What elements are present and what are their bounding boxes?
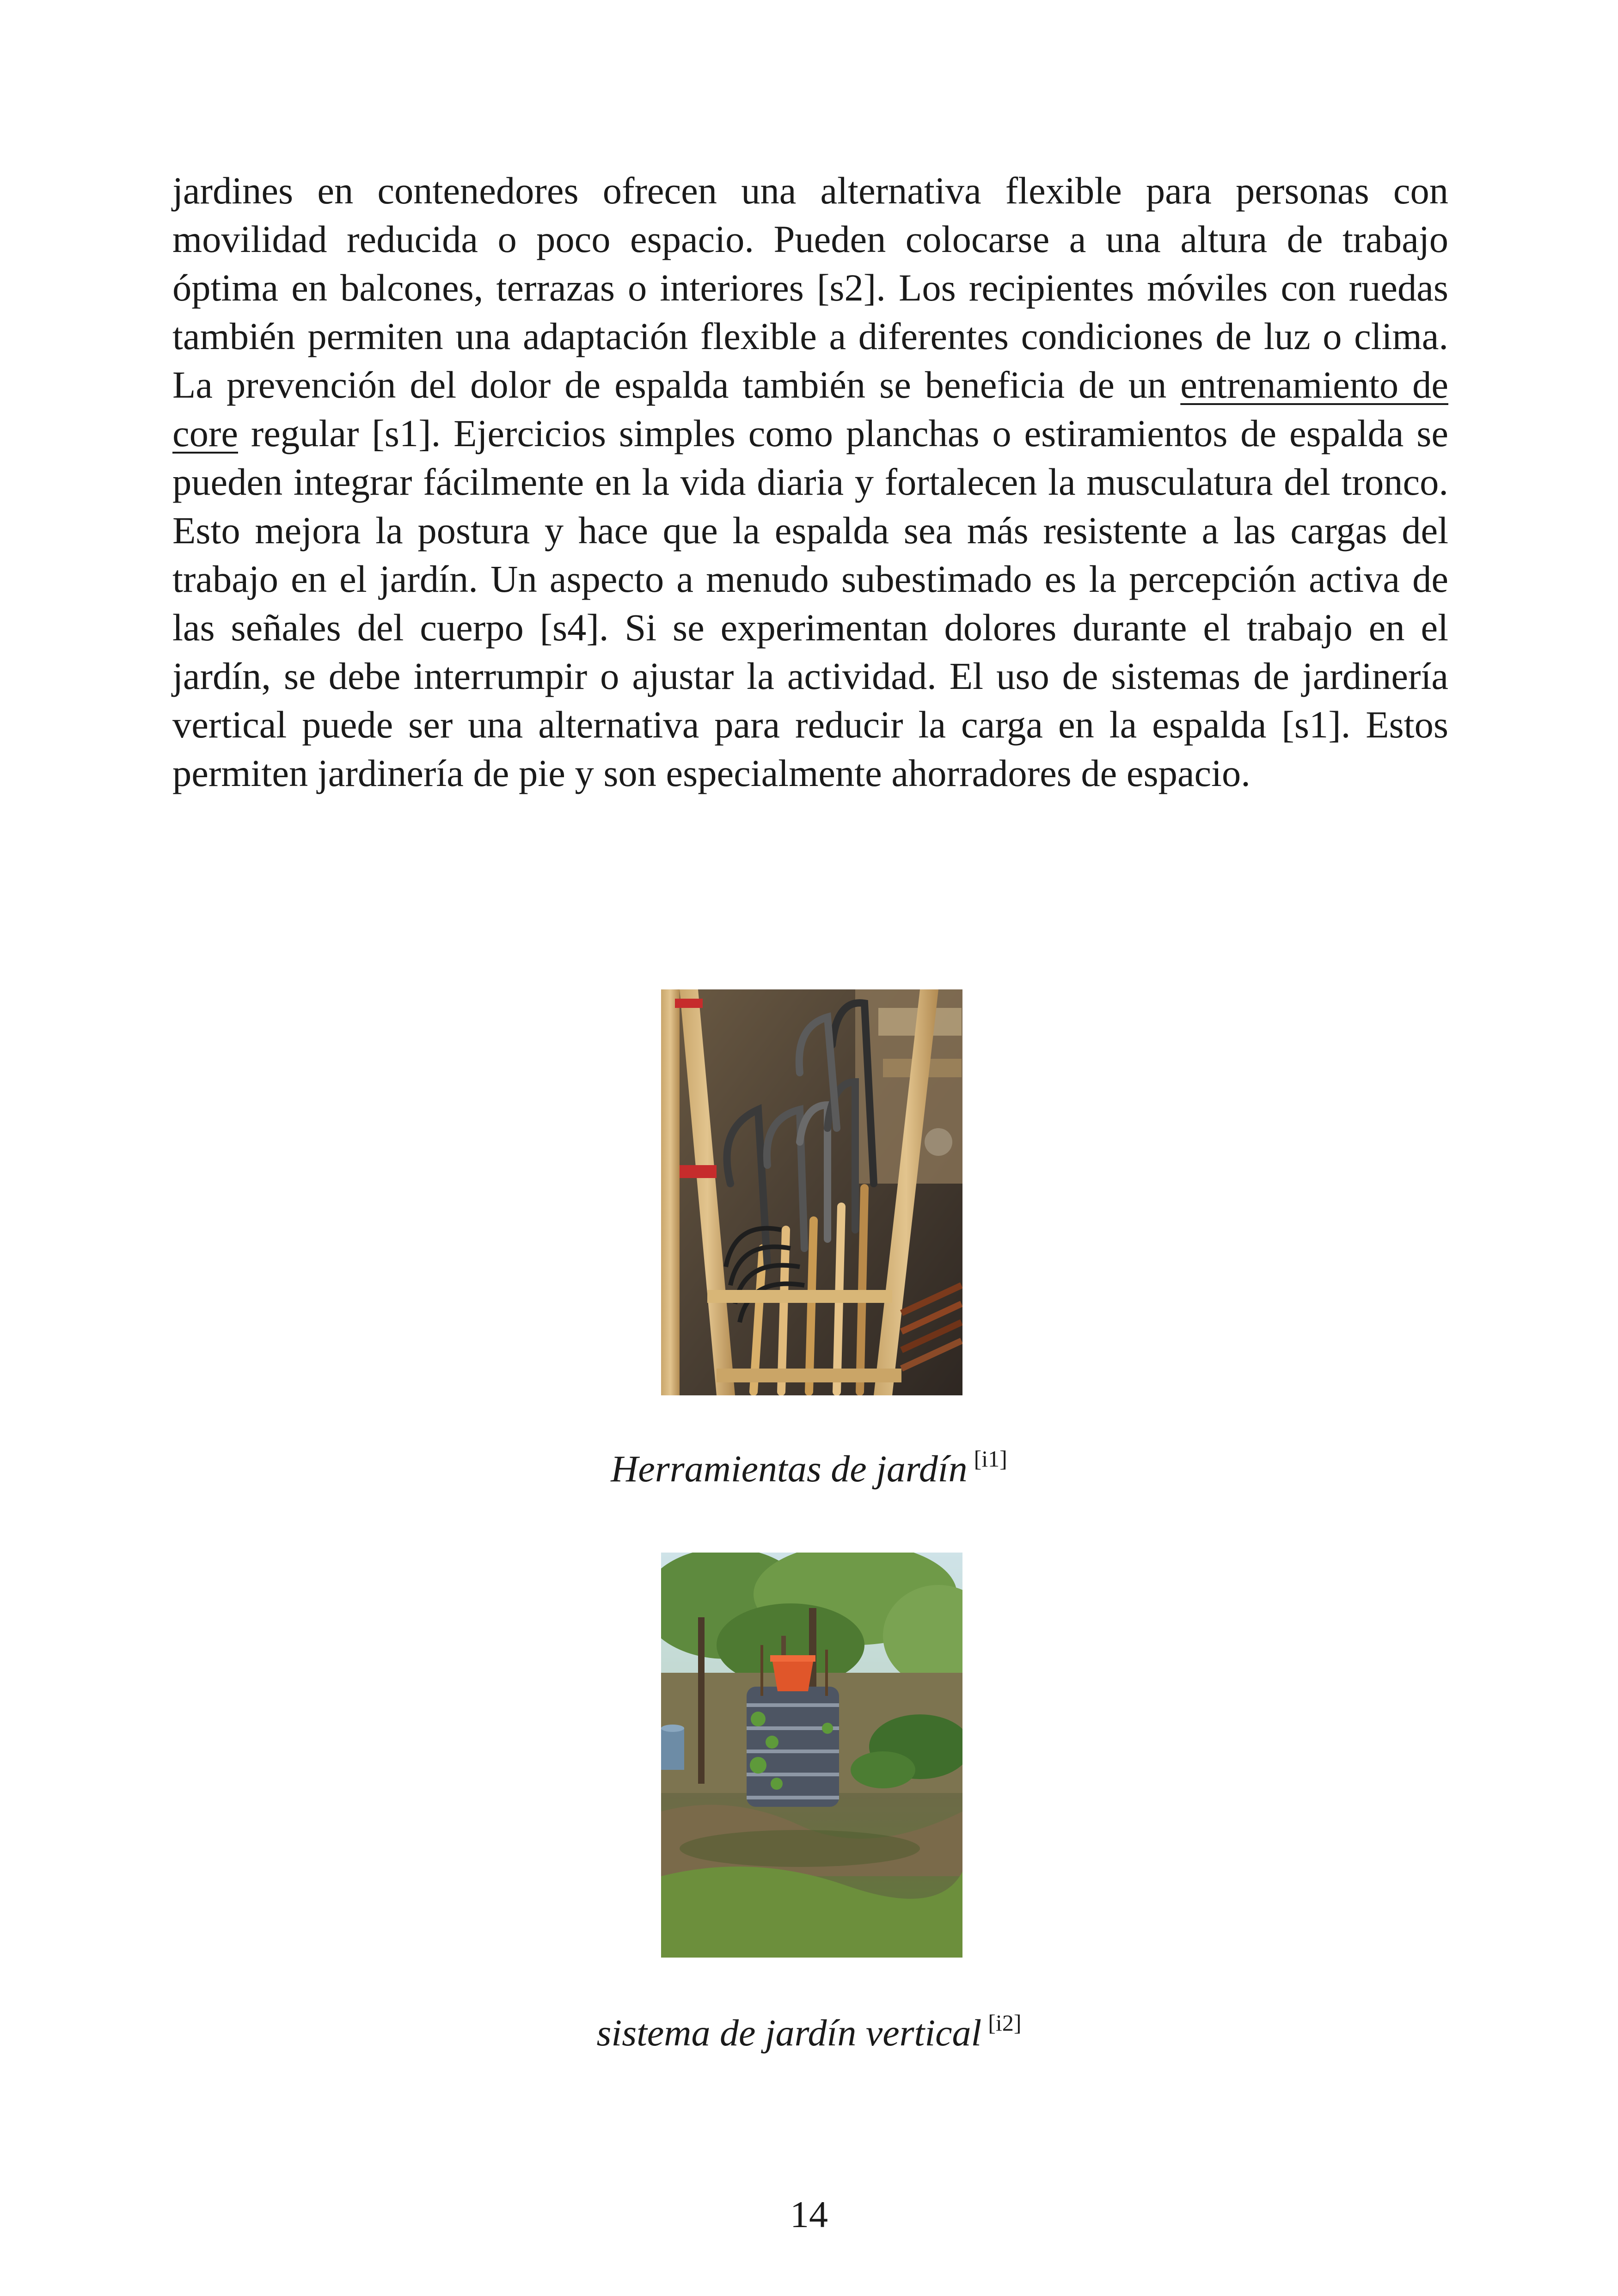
- figure-reference-1: [i1]: [974, 1446, 1007, 1472]
- core-training-link[interactable]: entrenamiento de core: [172, 363, 1448, 454]
- vertical-garden-photo: [661, 1553, 962, 1958]
- figure-caption-1: [0, 1436, 1618, 1492]
- body-paragraph: [172, 166, 1448, 798]
- garden-tools-photo: [661, 989, 962, 1395]
- figure-caption-2: [0, 2000, 1618, 2056]
- body-text-part-1: jardines en contenedores ofrecen una alternativa flexible para personas con movilidad reducida o poco espacio. Pueden colocarse a una altura de trabajo óptima en balcones, terrazas o interiores [s2]. Los recipientes móviles con ruedas también permiten una adaptación flexible a diferentes condiciones de luz o clima. La prevención del dolor de espalda también se beneficia de un: [172, 169, 1448, 406]
- page-number: 14: [790, 2193, 828, 2235]
- body-text-part-2: regular [s1]. Ejercicios simples como planchas o estiramientos de espalda se pueden integrar fácilmente en la vida diaria y fortalecen la musculatura del tronco. Esto mejora la postura y hace que la espalda sea más resistente a las cargas del trabajo en el jardín. Un aspecto a menudo subestimado es la percepción activa de las señales del cuerpo [s4]. Si se experimentan dolores durante el trabajo en el jardín, se debe interrumpir o ajustar la actividad. El uso de sistemas de jardinería vertical puede ser una alternativa para reducir la carga en la espalda [s1]. Estos permiten jardinería de pie y son especialmente ahorradores de espacio.: [172, 412, 1448, 794]
- figure-caption-2-text: sistema de jardín vertical: [596, 2012, 982, 2054]
- figure-caption-1-text: Herramientas de jardín: [611, 1448, 968, 1490]
- figure-reference-2: [i2]: [988, 2010, 1022, 2036]
